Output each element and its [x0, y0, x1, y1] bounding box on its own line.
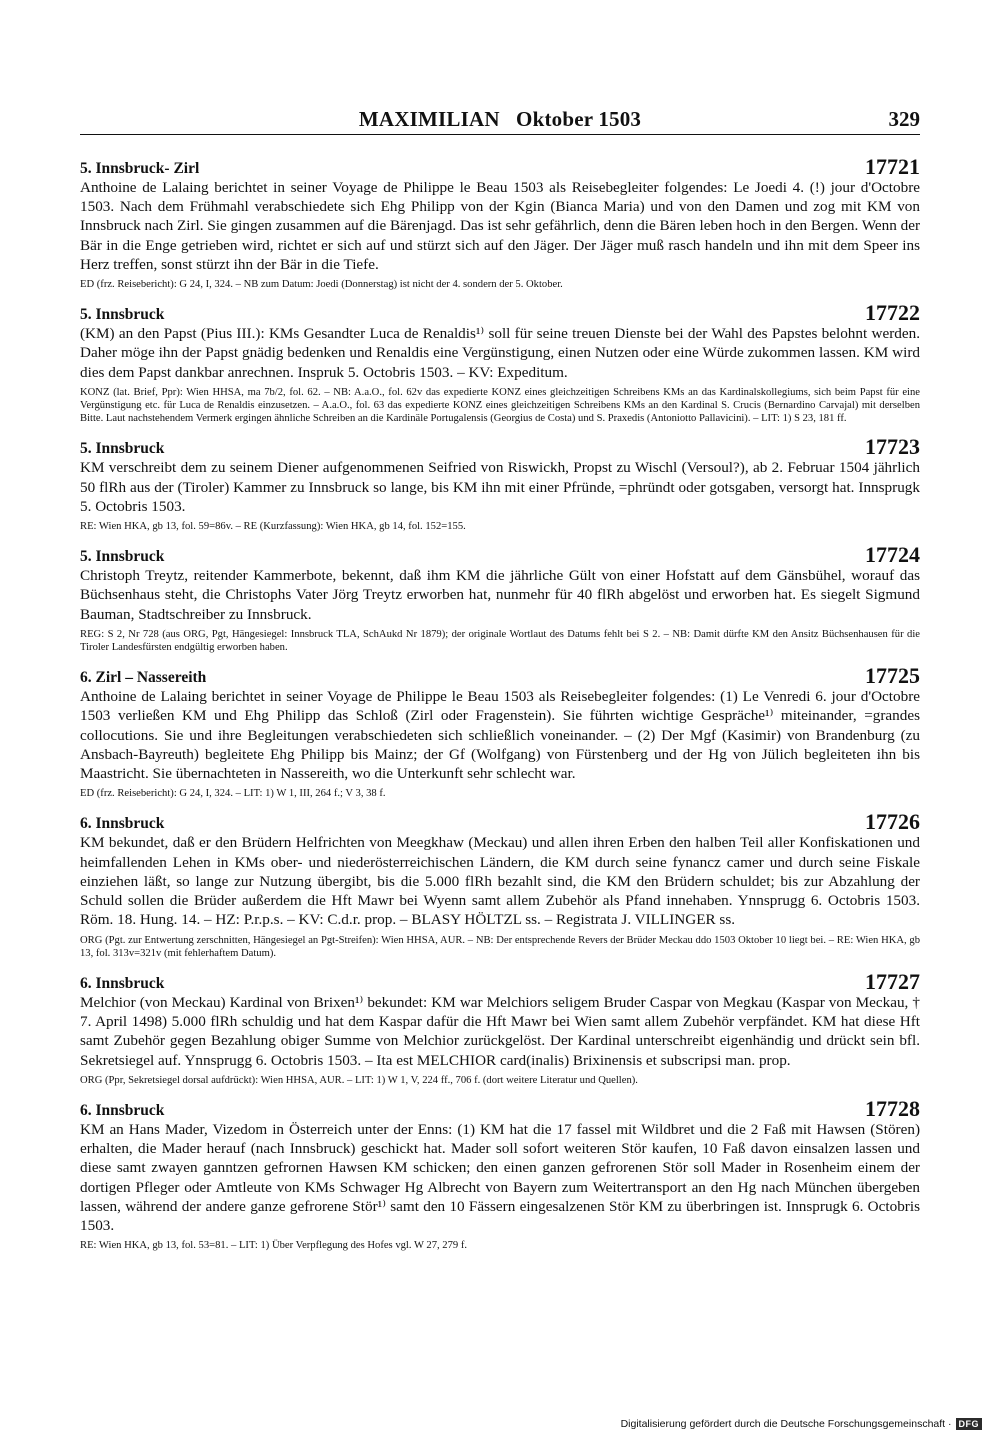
entry-text: KM an Hans Mader, Vizedom in Österreich unter der Enns: (1) KM hat die 17 fassel mit Wildbret und die 2 Faß mit Hawsen (Stören) erhalten, die Mader herauf (nach Innsbruck) geschickt hat. Mader soll sofort weiteren Stör kaufen, 10 Faß davon einsalzen lassen und diese samt zwayen ganntzen gefrornen Hawsen KM schicken; den einen ganzen gefrorenen Stör soll Mader in Rosenheim einem der dortigen Pfleger oder Amtleute von KMs Schwager Hg Albrecht von Bayern zum Weitertransport an den Hg nach München übergeben lassen, während der andere ganze gefrorene Stör¹⁾ samt den 10 Fässern eingesalzenen Stör KM zu überbringen ist. Innsprugk 6. Octobris 1503.: [80, 1120, 920, 1234]
entry-note: ORG (Pgt. zur Entwertung zerschnitten, Hängesiegel an Pgt-Streifen): Wien HHSA, AUR. – NB: Der entsprechende Revers der Brüder Meckau ddo 1503 Oktober 10 liegt bei. – RE: Wien HKA, gb 13, fol. 313v=321v (mit fehlerhaftem Datum).: [80, 934, 920, 959]
entry-17721: [80, 154, 921, 291]
entry-note: ED (frz. Reisebericht): G 24, I, 324. – LIT: 1) W 1, III, 264 f.; V 3, 38 f.: [80, 788, 386, 800]
entry-note: ORG (Ppr, Sekretsiegel dorsal aufdrückt): Wien HHSA, AUR. – LIT: 1) W 1, V, 224 ff., 706 f. (dort weitere Literatur und Quellen).: [80, 1074, 638, 1086]
entry-heading: [80, 154, 920, 179]
entry-text: KM verschreibt dem zu seinem Diener aufgenommenen Seifried von Riswickh, Propst zu Wischl (Versoul?), ab 2. Februar 1504 jährlich 50 flRh aus der (Tiroler) Kammer zu Innsbruck so lange, bis KM ihn mit einer Pfründe, =phründt oder gotsgaben, versorgt hat. Innsprugk 5. Octobris 1503.: [80, 459, 920, 515]
entry-heading: [80, 542, 920, 568]
entry-text: Anthoine de Lalaing berichtet in seiner Voyage de Philippe le Beau 1503 als Reisebegleiter folgendes: Le Joedi 4. (!) jour d'Octobre 1503. Nach dem Frühmahl verabschiedete sich Ehg Philipp von der Kgin (Bianca Maria) und von den Damen und zog mit KM von Innsbruck nach Zirl. Sie gingen zusammen auf die Bärenjagd. Das ist sehr gefährlich, denn die Bären leben hoch in den Bergen. Wenn der Bär in die Enge getrieben wird, richtet er sich auf und stürzt sich auf den Jäger. Der Jäger muß rasch handeln und ihn mit dem Speer ins Herz treffen, sonst stürzt ihn der Bär in die Tiefe.: [80, 179, 921, 273]
entry-17726: [80, 809, 920, 959]
document-page: [80, 104, 920, 1264]
entry-date-place: 6. Innsbruck: [80, 815, 165, 833]
entry-date-place: 5. Innsbruck: [80, 306, 165, 324]
entry-17728: [80, 1095, 920, 1252]
entry-number: 17727: [865, 968, 920, 994]
running-header: [80, 104, 920, 135]
entry-number: 17725: [865, 663, 920, 689]
entry-number: 17722: [865, 300, 920, 326]
entry-17722: [80, 300, 920, 425]
entry-note: REG: S 2, Nr 728 (aus ORG, Pgt, Hängesiegel: Innsbruck TLA, SchAukd Nr 1879); der originale Wortlaut des Datums fehlt bei S 2. – NB: Damit dürfte KM den Ansitz Büchsenhausen für die Tiroler Landesfürsten endgültig erworben haben.: [80, 628, 920, 654]
entry-note: KONZ (lat. Brief, Ppr): Wien HHSA, ma 7b/2, fol. 62. – NB: A.a.O., fol. 62v das expedierte KONZ eines gleichzeitigen Schreibens KMs an das Kardinalskollegiums, sich beim Papst für eine Vergünstigung etc. für Luca de Renaldis einzusetzen. – A.a.O., fol. 63 das expedierte KONZ eines gleichzeitigen Schreibens KMs an den Kardinal S. Crucis (Bernardino Carvajal) mit derselben Bitte. Laut nachstehendem Vermerk ergingen ähnliche Schreiben an die Kardinäle Portugalensis (Georgius de Costa) und S. Praxedis (Antoniotto Pallavicini). – LIT: 1) S 23, 181 ff.: [80, 386, 920, 425]
entry-text: Christoph Treytz, reitender Kammerbote, bekennt, daß ihm KM die jährliche Gült von einer Hofstatt auf dem Gänsbühel, worauf das Büchsenhaus steht, die Christophs Vater Jörg Treytz erworben hat, nunmehr für 40 flRh abgelöst und erworben hat. Es siegelt Sigmund Bauman, Stadtschreiber zu Innsbruck.: [80, 567, 920, 623]
header-title: MAXIMILIAN Oktober 1503: [358, 107, 642, 131]
entry-heading: [80, 434, 920, 460]
entry-heading: [80, 300, 920, 326]
entry-heading: [80, 1095, 920, 1121]
entry-text: Anthoine de Lalaing berichtet in seiner Voyage de Philippe le Beau 1503 als Reisebegleiter folgendes: (1) Le Venredi 6. jour d'Octobre 1503 verließen KM und Ehg Philipp das Schloß (Zirl oder Fragenstein). Sie führten wichtige Gespräche¹⁾ miteinander, =grandes collocutions. Sie und ihre Begleitungen verabschiedeten sich schließlich voneinander. – (2) Der Mgf (Kasimir) von Brandenburg (zu Ansbach-Bayreuth) begleitete Ehg Philipp bis Mainz; der Gf (Wolfgang) von Fürstenberg und der Hg von Jülich begleiteten ihn bis Maastricht. Sie übernachteten in Nassereith, wo die Unterkunft sehr schlecht war.: [80, 688, 920, 783]
entry-date-place: 6. Zirl – Nassereith: [80, 669, 207, 687]
entry-heading: [80, 968, 920, 994]
entry-date-place: 6. Innsbruck: [80, 1101, 165, 1119]
entry-date-place: 6. Innsbruck: [80, 974, 165, 992]
entry-number: 17726: [865, 809, 920, 835]
entry-date-place: 5. Innsbruck- Zirl: [80, 160, 200, 177]
entry-17723: [80, 434, 920, 533]
entry-date-place: 5. Innsbruck: [80, 440, 165, 458]
entry-17727: [80, 968, 920, 1087]
dfg-logo: DFG: [956, 1418, 983, 1430]
entry-17724: [80, 542, 920, 654]
digitization-footer: [621, 1418, 982, 1430]
page-number: 329: [888, 107, 920, 131]
footer-credit: Digitalisierung gefördert durch die Deutsche Forschungsgemeinschaft ·: [620, 1418, 952, 1430]
entry-note: RE: Wien HKA, gb 13, fol. 53=81. – LIT: 1) Über Verpflegung des Hofes vgl. W 27, 279 f.: [80, 1240, 468, 1252]
entry-text: Melchior (von Meckau) Kardinal von Brixen¹⁾ bekundet: KM war Melchiors seligem Bruder Caspar von Megkau (Kaspar von Meckau, † 7. April 1498) 5.000 flRh schuldig und hat dem Kaspar dafür die Hft Mawr bei Wien samt allem Zubehör verpfändet. KM hat diese Hft samt Zubehör gegen Bezahlung obiger Summe von Melchior zurückgelöst. Der Kardinal unterschreibt eigenhändig und drückt sein bfl. Sekretsiegel auf. Ynnsprugg 6. Octobris 1503. – Ita est MELCHIOR card(inalis) Brixinensis et subscripsi man. prop.: [80, 993, 920, 1069]
entry-text: (KM) an den Papst (Pius III.): KMs Gesandter Luca de Renaldis¹⁾ soll für seine treuen Dienste bei der Wahl des Papstes belohnt werden. Daher möge ihn der Papst gnädig bedenken und Renaldis eine Vergünstigung, einen Nutzen oder eine Würde zukommen lassen. KM wird dies dem Papst dankbar anrechnen. Inspruk 5. Octobris 1503. – KV: Expeditum.: [80, 325, 920, 381]
entry-number: 17721: [865, 154, 920, 179]
entry-17725: [80, 663, 920, 800]
entry-heading: [80, 809, 920, 835]
entry-note: ED (frz. Reisebericht): G 24, I, 324. – NB zum Datum: Joedi (Donnerstag) ist nicht der 4. sondern der 5. Oktober.: [80, 279, 563, 291]
entry-number: 17724: [865, 542, 920, 568]
entry-text: KM bekundet, daß er den Brüdern Helfrichten von Meegkhaw (Meckau) und allen ihren Erben den halben Teil aller Konfiskationen und heimfallenden Lehen in KMs ober- und niederösterreichischen Ländern, die KM durch seine fynancz camer und durch seine Fiskale einziehen läßt, so lange zur Nutzung übergibt, bis die 5.000 flRh bezahlt sind, die KM den Brüdern schuldet; bis zur Abzahlung der Schuld sollen die Brüder außerdem die Hft Mawr bei Wyenn samt allem Zubehör als Pfand innehaben. Ynnsprugg 6. Octobris 1503. Röm. 18. Hung. 14. – HZ: P.r.p.s. – KV: C.d.r. prop. – BLASY HÖLTZL ss. – Registrata J. VILLINGER ss.: [80, 834, 920, 929]
entry-note: RE: Wien HKA, gb 13, fol. 59=86v. – RE (Kurzfassung): Wien HKA, gb 14, fol. 152=155.: [80, 521, 466, 533]
entry-number: 17723: [865, 434, 920, 460]
entry-number: 17728: [865, 1095, 920, 1121]
entry-date-place: 5. Innsbruck: [80, 548, 165, 566]
entry-list: [80, 154, 921, 1252]
entry-heading: [80, 663, 920, 689]
